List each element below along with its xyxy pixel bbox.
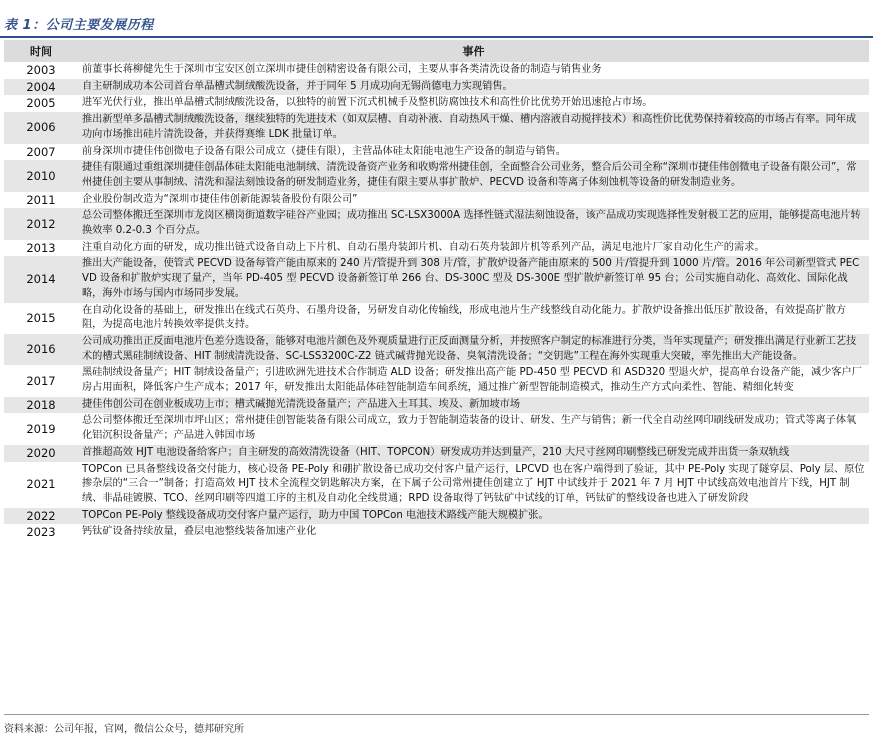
table-body [4,62,869,541]
table-row [4,365,869,396]
table-row [4,303,869,334]
title-divider [0,36,873,38]
table-row [4,144,869,161]
table-row [4,95,869,112]
row-event: 推出大产能设备，使管式 PECVD 设备每管产能由原来的 240 片/管提升到 308 片/管，扩散炉设备产能由原来的 500 片/管提升到 1000 片/管。2016 年公司新型管式 PECVD 设备和扩散炉实现了量产，当年 PD-405 型 PECVD 设备新签订单 266 台、DS-300C 型及 DS-300E 型扩散炉新签订单 95 台；公司实施自动化、高效化、国际化战略，海外市场与国内市场同步发展。 [78,256,869,302]
header-event: 事件 [78,40,869,62]
table-row [4,62,869,79]
row-event: 前董事长蒋柳健先生于深圳市宝安区创立深圳市捷佳创精密设备有限公司，主要从事各类清洗设备的制造与销售业务 [78,62,869,79]
row-year: 2014 [4,256,78,302]
row-year: 2011 [4,192,78,209]
row-event: 企业股份制改造为“深圳市捷佳伟创新能源装备股份有限公司” [78,192,869,209]
row-event: 推出新型单多晶槽式制绒酸洗设备，继续独特的先进技术（如双层槽、自动补液、自动热风干燥、槽内溶液自动搅拌技术）和高性价比优势保持着较高的市场占有率。同年成功向市场推出硅片清洗设备，并获得赛维 LDK 批量订单。 [78,112,869,143]
row-year: 2007 [4,144,78,161]
bottom-divider [4,714,869,715]
table-row [4,508,869,525]
row-event: 注重自动化方面的研发，成功推出链式设备自动上下片机、自动石墨舟装卸片机、自动石英舟装卸片机等系列产品，满足电池片厂家自动化生产的需求。 [78,240,869,257]
row-year: 2019 [4,413,78,444]
row-year: 2021 [4,462,78,508]
row-event: 公司成功推出正反面电池片色差分选设备，能够对电池片颜色及外观质量进行正反面测量分析，并按照客户制定的标准进行分类，当年实现量产；研发推出满足行业新工艺技术的槽式黑硅制绒设备、HIT 制绒清洗设备、SC-LSS3200C-Z2 链式碱背抛光设备、臭氧清洗设备；“交钥匙”工程在海外实现重大突破，率先推出大产能设备。 [78,334,869,365]
row-year: 2015 [4,303,78,334]
table-row [4,413,869,444]
row-event: 总公司整体搬迁至深圳市龙岗区横岗街道数字硅谷产业园；成功推出 SC-LSX3000A 选择性链式湿法刻蚀设备，该产品成功实现选择性发射极工艺的应用，能够提高电池片转换效率 0.2-0.3 个百分点。 [78,208,869,239]
row-year: 2003 [4,62,78,79]
row-event: 总公司整体搬迁至深圳市坪山区；常州捷佳创智能装备有限公司成立，致力于智能制造装备的设计、研发、生产与销售；新一代全自动丝网印刷线研发成功；管式等离子体氧化铝沉积设备量产；产品进入韩国市场 [78,413,869,444]
row-event: 进军光伏行业，推出单晶槽式制绒酸洗设备，以独特的前置下沉式机械手及整机防腐蚀技术和高性价比优势开始迅速抢占市场。 [78,95,869,112]
row-event: TOPCon 已具备整线设备交付能力，核心设备 PE-Poly 和硼扩散设备已成功交付客户量产运行，LPCVD 也在客户端得到了验证，其中 PE-Poly 实现了隧穿层、Poly 层、原位掺杂层的“三合一”制备；打造高效 HJT 技术全流程交钥匙解决方案，在下属子公司常州捷佳创建立了 HJT 中试线并于 2021 年 7 月 HJT 中试线高效电池首片下线，HJT 制绒、非晶硅镀膜、TCO、丝网印刷等四道工序的主机及自动化全线贯通；RPD 设备取得了钙钛矿中试线的订单，钙钛矿的整线设备也进入了研发阶段 [78,462,869,508]
row-year: 2023 [4,524,78,541]
row-year: 2020 [4,445,78,462]
row-year: 2006 [4,112,78,143]
row-year: 2022 [4,508,78,525]
table-title: 表 1：公司主要发展历程 [4,18,154,33]
table-row [4,79,869,96]
header-year: 时间 [4,40,78,62]
row-year: 2012 [4,208,78,239]
table-row [4,462,869,508]
row-event: 在自动化设备的基础上，研发推出在线式石英舟、石墨舟设备，另研发自动化传输线，形成电池片生产线整线自动化能力。扩散炉设备推出低压扩散设备，有效提高扩散方阻，为提高电池片转换效率提供支持。 [78,303,869,334]
row-event: TOPCon PE-Poly 整线设备成功交付客户量产运行，助力中国 TOPCon 电池技术路线产能大规模扩张。 [78,508,869,525]
table-row [4,524,869,541]
table-row [4,192,869,209]
row-event: 首推超高效 HJT 电池设备给客户；自主研发的高效清洗设备（HIT、TOPCON）研发成功并达到量产，210 大尺寸丝网印刷整线已研发完成并出货一条双轨线 [78,445,869,462]
table-row [4,240,869,257]
milestone-table [4,40,869,541]
row-year: 2018 [4,397,78,414]
row-event: 钙钛矿设备持续放量，叠层电池整线装备加速产业化 [78,524,869,541]
table-row [4,397,869,414]
row-event: 黑硅制绒设备量产；HIT 制绒设备量产；引进欧洲先进技术合作制造 ALD 设备；研发推出高产能 PD-450 型 PECVD 和 ASD320 型退火炉，提高单台设备产能，减少客户厂房占用面积，降低客户生产成本；2017 年，研发推出太阳能晶体硅智能制造车间系统，通过推广新型智能制造模式，推动生产方式向柔性、智能、精细化转变 [78,365,869,396]
row-year: 2017 [4,365,78,396]
row-year: 2016 [4,334,78,365]
row-event: 前身深圳市捷佳伟创微电子设备有限公司成立（捷佳有限），主营晶体硅太阳能电池生产设备的制造与销售。 [78,144,869,161]
row-event: 自主研制成功本公司首台单晶槽式制绒酸洗设备，并于同年 5 月成功向无锡尚德电力实现销售。 [78,79,869,96]
table-row [4,334,869,365]
table-header [4,40,869,62]
row-event: 捷佳伟创公司在创业板成功上市；槽式碱抛光清洗设备量产；产品进入土耳其、埃及、新加坡市场 [78,397,869,414]
row-year: 2013 [4,240,78,257]
row-event: 捷佳有限通过重组深圳捷佳创晶体硅太阳能电池制绒、清洗设备资产业务和收购常州捷佳创，全面整合公司业务，整合后公司全称“深圳市捷佳伟创微电子设备有限公司”，常州捷佳创主要从事制绒、清洗和湿法刻蚀设备的研发制造业务，捷佳有限主要从事扩散炉、PECVD 设备和等离子体刻蚀机等设备的研发制造业务。 [78,160,869,191]
row-year: 2010 [4,160,78,191]
table-row [4,208,869,239]
source-note: 资料来源：公司年报，官网，微信公众号，德邦研究所 [4,724,244,735]
table-row [4,256,869,302]
table-row [4,160,869,191]
table-row [4,112,869,143]
table-row [4,445,869,462]
row-year: 2004 [4,79,78,96]
row-year: 2005 [4,95,78,112]
